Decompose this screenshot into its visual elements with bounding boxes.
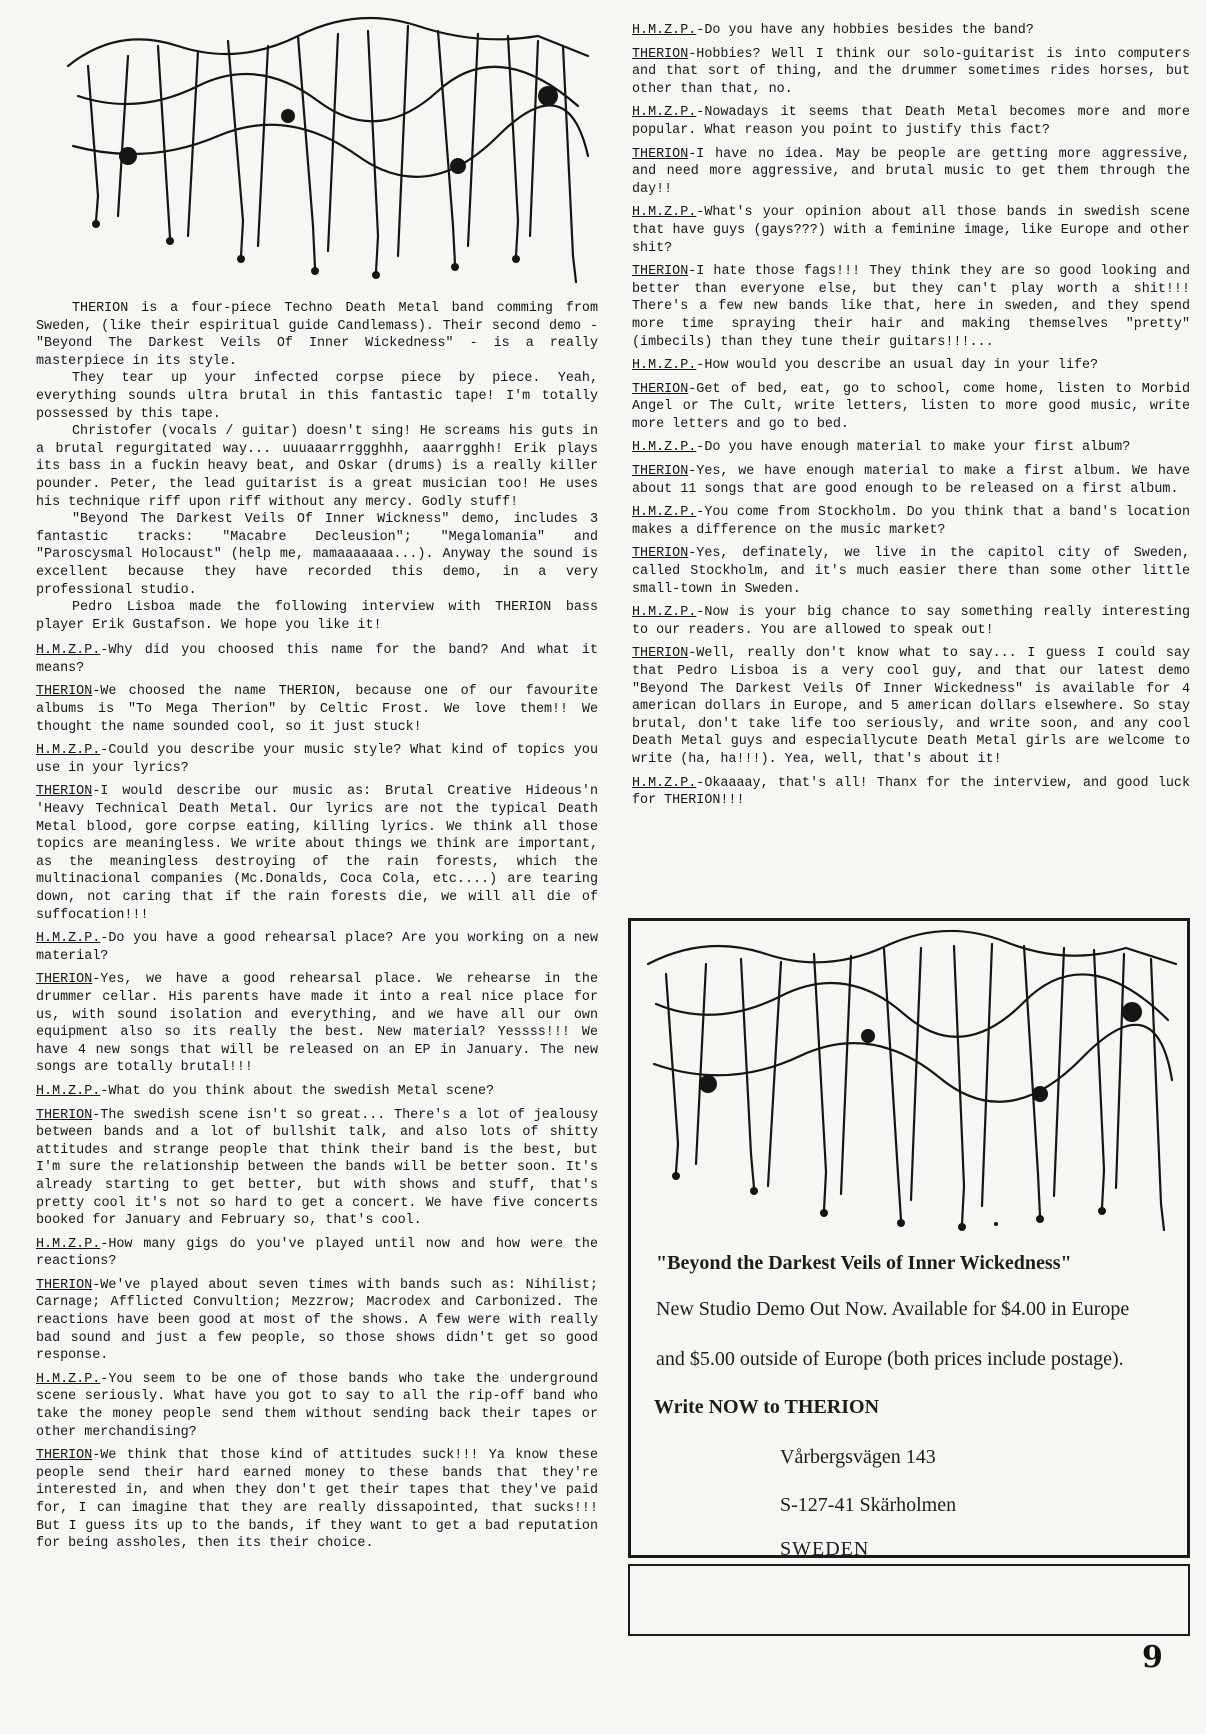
interview-question	[632, 357, 1190, 375]
qa-text: -The swedish scene isn't so great... There's a lot of jealousy between bands and a lot of bullshit talk, and also lots of shitty attitudes and strange people that think their band is the best, but I'm sure the relationship between the bands will be better soon. It's already starting to get better, but with shows and stuff, that's pretty cool it's not so hard to get a concert. We have five concerts booked for January and February so, that's cool.	[36, 1107, 598, 1229]
speaker-label: H.M.Z.P.	[632, 605, 697, 621]
interview-answer	[632, 463, 1190, 498]
speaker-label: H.M.Z.P.	[36, 931, 101, 947]
speaker-label: THERION	[632, 146, 689, 162]
right-column	[632, 22, 1190, 816]
ad-address-country: SWEDEN	[780, 1538, 870, 1560]
qa-text: -Do you have any hobbies besides the band?	[696, 23, 1034, 38]
qa-text: -How would you describe an usual day in your life?	[696, 358, 1099, 374]
speaker-label: THERION	[36, 784, 93, 800]
ad-demo-title: "Beyond the Darkest Veils of Inner Wickedness"	[656, 1252, 1072, 1274]
interview-answer	[36, 971, 598, 1077]
speaker-label: THERION	[36, 684, 93, 700]
qa-text: -I hate those fags!!! They think they are so good looking and better than everyone else, but they can't play worth a shit!!! There's a few new bands like that, here in sweden, and they spend more time spraying their hair and making themselves "pretty" (imbecils) than they tune their guitars!!!...	[632, 264, 1190, 350]
interview-question	[36, 642, 598, 677]
speaker-label: H.M.Z.P.	[36, 1083, 101, 1099]
page-number: 9	[1142, 1640, 1163, 1675]
qa-text: -Why did you choosed this name for the band? And what it means?	[36, 643, 598, 676]
interview-answer	[36, 1447, 598, 1553]
interview-answer	[632, 46, 1190, 99]
qa-text: -Well, really don't know what to say... I guess I could say that Pedro Lisboa is a very cool guy, and that our latest demo "Beyond The Darkest Veils Of Inner Wickedness" is available for 4 american dollars in Europe, and 5 american dollars elsewhere. So stay brutal, don't take life too seriously, and write soon, and any cool Death Metal guys and especiallycute Death Metal girls are welcome to write (ha, ha!!!). Yea, well, that's about it!	[632, 646, 1190, 767]
interview-question	[632, 104, 1190, 139]
interview-answer	[36, 783, 598, 924]
qa-text: -Do you have a good rehearsal place? Are you working on a new material?	[36, 931, 598, 964]
ad-address-city: S-127-41 Skärholmen	[780, 1494, 957, 1516]
interview-answer	[36, 683, 598, 736]
speaker-label: H.M.Z.P.	[632, 105, 697, 121]
qa-text: -We think that those kind of attitudes suck!!! Ya know these people send their hard earned money to these bands that they're interested in, and when they don't get their tapes that they've paid for, I can imagine that they are really dissapointed, that sucks!!! But I guess its up to the bands, if they want to get a bad reputation for being assholes, then its their choice.	[36, 1448, 598, 1552]
speaker-label: THERION	[36, 1107, 93, 1123]
intro-paragraph: They tear up your infected corpse piece by piece. Yeah, everything sounds ultra brutal in this fantastic tape! I'm totally possessed by this tape.	[36, 371, 598, 422]
empty-box	[628, 1564, 1190, 1636]
speaker-label: H.M.Z.P.	[632, 23, 697, 38]
interview-question	[632, 204, 1190, 257]
speaker-label: THERION	[632, 646, 689, 662]
interview-question	[36, 1083, 598, 1101]
speaker-label: H.M.Z.P.	[36, 1236, 101, 1252]
speaker-label: THERION	[632, 381, 689, 397]
intro-paragraph: THERION is a four-piece Techno Death Metal band comming from Sweden, (like their espiritual guide Candlemass). Their second demo - "Beyond The Darkest Veils Of Inner Wickedness" - is a really masterpiece in its style.	[36, 301, 598, 369]
therion-logo-ad	[636, 924, 1190, 1236]
speaker-label: THERION	[36, 972, 93, 988]
interview-answer	[632, 381, 1190, 434]
interview-question	[36, 742, 598, 777]
speaker-label: THERION	[36, 1448, 93, 1464]
interview-answer	[36, 1277, 598, 1365]
intro-text	[36, 300, 598, 634]
qa-text: -You come from Stockholm. Do you think that a band's location makes a difference on the music market?	[632, 505, 1190, 538]
qa-text: -We choosed the name THERION, because one of our favourite albums is "To Mega Therion" by Celtic Frost. We love them!! We thought the name sounded cool, so it just stuck!	[36, 684, 598, 735]
interview-answer	[632, 146, 1190, 199]
intro-paragraph: Christofer (vocals / guitar) doesn't sing! He screams his guts in a brutal regurgitated way... uuuaaarrrggghhh, aaarrgghh! Erik plays its bass in a fuckin heavy beat, and Oskar (drums) is a really killer pounder. Peter, the lead guitarist is a great musician too! He uses his technique riff upon riff without any mercy. Godly stuff!	[36, 424, 598, 510]
qa-text: -Get of bed, eat, go to school, come home, listen to Morbid Angel or The Cult, write letters, listen to more good music, write more letters and go to bed.	[632, 381, 1190, 432]
qa-text: -Now is your big chance to say something really interesting to our readers. You are allowed to speak out!	[632, 605, 1190, 638]
speaker-label: H.M.Z.P.	[632, 205, 697, 221]
qa-text: -I would describe our music as: Brutal Creative Hideous'n 'Heavy Technical Death Metal. Our lyrics are not the typical Death Metal blood, gore corpse eating, killing lyrics. We think all those topics are meaningless. We write about things we think are important, as the meaningless destroying of the rain forests, which the multinacional companies (Mc.Donalds, Coca Cola, etc....) are tearing down, not caring that if the rain forests die, we will all die of suffocation!!!	[36, 784, 598, 923]
qa-text: -We've played about seven times with bands such as: Nihilist; Carnage; Afflicted Convultion; Mezzrow; Macrodex and Carbonized. The reactions have been good at most of the shows. A few were with really bad sound and just a few people, so those shows didn't get so good response.	[36, 1277, 598, 1364]
qa-text: -Okaaaay, that's all! Thanx for the interview, and good luck for THERION!!!	[632, 775, 1190, 809]
therion-logo-top	[58, 6, 602, 288]
speaker-label: THERION	[632, 546, 689, 562]
intro-paragraph: "Beyond The Darkest Veils Of Inner Wickness" demo, includes 3 fantastic tracks: "Macabre Decleusion"; "Megalomania" and "Paroscysmal Holocaust" (help me, mamaaaaaaa...). Anyway the sound is excellent because they have recorded this demo, in a very professional studio.	[36, 512, 598, 598]
left-column	[36, 300, 598, 1559]
qa-text: -Yes, we have enough material to make a first album. We have about 11 songs that are good enough to be released on a first album.	[632, 464, 1190, 497]
interview-answer	[632, 263, 1190, 351]
ad-address-street: Vårbergsvägen 143	[780, 1446, 936, 1468]
qa-text: -What's your opinion about all those bands in swedish scene that have guys (gays???) with a feminine image, like Europe and other shit?	[632, 205, 1190, 256]
interview-question	[632, 439, 1190, 457]
qa-text: -You seem to be one of those bands who take the underground scene seriously. What have you got to say to all the rip-off band who take the money people send them without sending back their tapes or other merchandising?	[36, 1371, 598, 1440]
intro-paragraph: Pedro Lisboa made the following interview with THERION bass player Erik Gustafson. We hope you like it!	[36, 600, 598, 633]
qa-text: -I have no idea. May be people are getting more aggressive, and need more aggressive, and brutal music to get them through the day!!	[632, 146, 1190, 197]
interview-question	[36, 930, 598, 965]
speaker-label: H.M.Z.P.	[632, 440, 697, 456]
qa-text: -Yes, definately, we live in the capitol city of Sweden, called Stockholm, and it's much easier there than some other little small-town in Sweden.	[632, 546, 1190, 597]
interview-question	[36, 1371, 598, 1441]
qa-text: -Could you describe your music style? What kind of topics you use in your lyrics?	[36, 743, 598, 776]
interview-question	[632, 22, 1190, 40]
speaker-label: THERION	[632, 464, 689, 480]
interview-question	[632, 604, 1190, 639]
speaker-label: THERION	[36, 1277, 93, 1293]
interview-answer	[632, 545, 1190, 598]
interview-answer	[632, 645, 1190, 768]
speaker-label: THERION	[632, 264, 689, 280]
qa-text: -Yes, we have a good rehearsal place. We rehearse in the drummer cellar. His parents have made it into a real nice place for us, with sound isolation and everything, and we have all our own equipment also so its really the best. New material? Yessss!!! We have 4 new songs that will be released on an EP in January. The new songs are totally brutal!!!	[36, 972, 598, 1076]
interview-question	[632, 775, 1190, 810]
speaker-label: H.M.Z.P.	[632, 358, 697, 374]
interview-answer	[36, 1107, 598, 1230]
speaker-label: H.M.Z.P.	[36, 743, 101, 759]
interview-question	[632, 504, 1190, 539]
qa-text: -Hobbies? Well I think our solo-guitarist is into computers and that sort of thing, and the drummer sometimes rides horses, but other than that, no.	[632, 46, 1190, 97]
speaker-label: H.M.Z.P.	[632, 775, 697, 791]
qa-text: -What do you think about the swedish Metal scene?	[100, 1083, 495, 1099]
qa-text: -Do you have enough material to make your first album?	[696, 440, 1131, 456]
qa-text: -Nowadays it seems that Death Metal becomes more and more popular. What reason you point to justify this fact?	[632, 105, 1190, 138]
speaker-label: H.M.Z.P.	[36, 1371, 101, 1387]
qa-text: -How many gigs do you've played until now and how were the reactions?	[36, 1236, 598, 1270]
speaker-label: H.M.Z.P.	[632, 505, 697, 521]
speaker-label: H.M.Z.P.	[36, 643, 101, 659]
ad-write-line: Write NOW to THERION	[654, 1396, 880, 1418]
ad-availability-line: New Studio Demo Out Now. Available for $4.00 in Europe	[656, 1298, 1130, 1320]
interview-question	[36, 1236, 598, 1271]
speaker-label: THERION	[632, 46, 689, 62]
ad-price-line: and $5.00 outside of Europe (both prices include postage).	[656, 1348, 1124, 1370]
